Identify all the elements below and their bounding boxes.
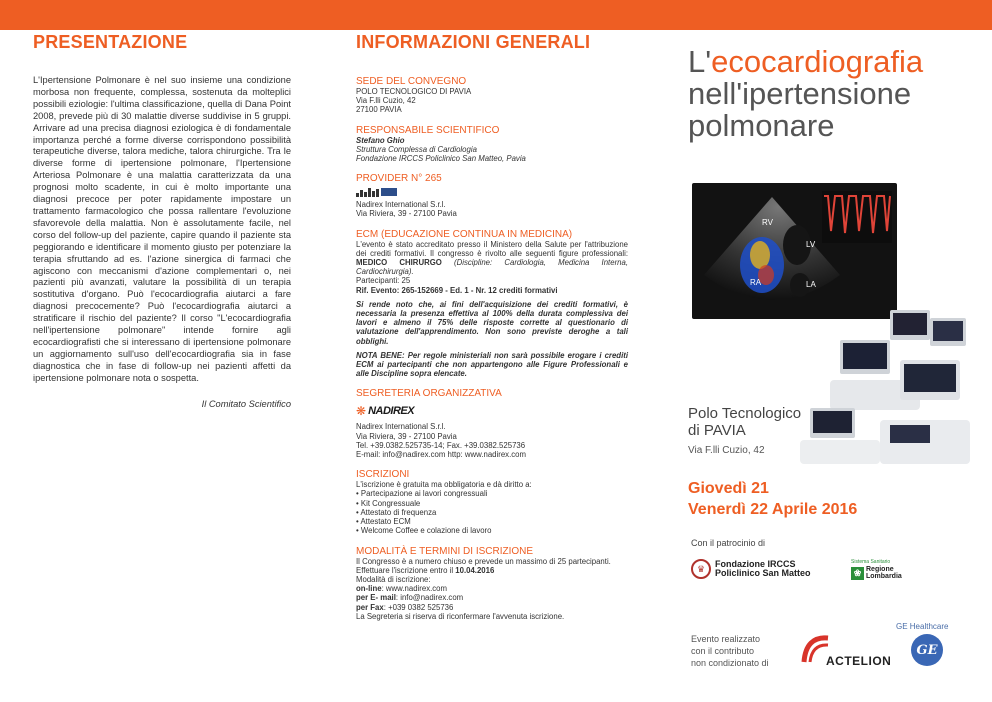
segreteria-title: SEGRETERIA ORGANIZZATIVA: [356, 388, 502, 400]
ecm-rif: Rif. Evento: 265-152669 - Ed. 1 - Nr. 12 crediti formativi: [356, 285, 558, 295]
skyline-icon: [356, 187, 379, 197]
iscrizioni-item: • Kit Congressuale: [356, 498, 421, 508]
segreteria-line: E-mail: info@nadirex.com http: www.nadirex.com: [356, 450, 526, 460]
segreteria-line: Tel. +39.0382.525735-14; Fax. +39.0382.525736: [356, 440, 526, 450]
regione-label: Sistema Sanitario: [851, 559, 891, 565]
responsabile-line: Fondazione IRCCS Policlinico San Matteo, Pavia: [356, 154, 526, 164]
cover-column: [688, 30, 978, 142]
iscrizioni-item: • Attestato di frequenza: [356, 507, 437, 517]
ge-healthcare-label: GE Healthcare: [896, 622, 949, 631]
responsabile-name: Stefano Ghio: [356, 135, 405, 145]
iscrizioni-item: • Attestato ECM: [356, 517, 411, 527]
responsabile-section: [356, 125, 628, 164]
provider-title: PROVIDER N° 265: [356, 173, 442, 185]
modalita-deadline: 10.04.2016: [455, 565, 495, 575]
label-lv: LV: [806, 240, 816, 249]
info-heading: INFORMAZIONI GENERALI: [356, 32, 591, 52]
email-label: per E- mail: [356, 593, 396, 603]
sede-line: POLO TECNOLOGICO DI PAVIA: [356, 87, 472, 96]
responsabile-title: RESPONSABILE SCIENTIFICO: [356, 124, 500, 136]
iscrizioni-section: [356, 469, 628, 535]
fondazione-line2: Policlinico San Matteo: [715, 568, 811, 578]
segreteria-section: [356, 388, 628, 459]
doppler-waveform-icon: [822, 191, 892, 243]
modalita-title: MODALITÀ E TERMINI DI ISCRIZIONE: [356, 545, 534, 557]
segreteria-line: Via Riviera, 39 - 27100 Pavia: [356, 431, 457, 441]
title-line3: polmonare: [688, 108, 835, 143]
online-link[interactable]: : www.nadirex.com: [381, 584, 447, 594]
info-column: [356, 30, 628, 621]
ecm-profession: MEDICO CHIRURGO: [356, 258, 442, 268]
ultrasound-cone-icon: [702, 195, 842, 315]
nadirex-badge: [381, 188, 397, 196]
fondazione-logo: [691, 559, 811, 579]
presentation-column: [33, 30, 291, 409]
email-link[interactable]: : info@nadirex.com: [395, 593, 464, 603]
ecm-title: ECM (EDUCAZIONE CONTINUA IN MEDICINA): [356, 228, 573, 240]
iscrizioni-item: • Partecipazione ai lavori congressuali: [356, 489, 488, 499]
modalita-last: La Segreteria si riserva di riconfermare l'avvenuta iscrizione.: [356, 611, 565, 621]
modalita-section: [356, 546, 628, 621]
venue-block: [688, 405, 808, 456]
ecm-disciplines: (Discipline: Cardiologia, Medicina Interna, Cardiochirurgia).: [356, 258, 628, 277]
evento-text: [691, 633, 769, 669]
presentation-body: L'Ipertensione Polmonare è nel suo insieme una condizione morbosa non frequente, complessa, sostenuta da molteplici possibili eziologie: l'ultima classificazione, quella di Dana Point 2008, prevede più di 30 malattie diverse suddivise in 5 gruppi. Arrivare ad una precisa diagnosi eziologica è di fondamentale importanza perché a forme diverse corrispondono possibilità terapeutiche diverse, talora mediche, talora chirurgiche. Tra le diverse forme di ipertensione polmonare, l'Ipertensione Arteriosa Polmonare è una malattia caratterizzata da una prognosi molto scadente, in cui è molto importante una diagnosi precoce per poter rapidamente impostare un trattamento farmacologico che possa rallentare l'evoluzione sfavorevole della malattia. Non è assolutamente facile, nel corso del follow-up del paziente, capire quando il paziente sta peggiorando e identificare il momento giusto per potenziare la terapia sfruttando ad es. l'azione sinergica di farmaci che agiscono con meccanismi d'azione complementari o, nei pazienti più avanzati, valutare la possibilità di un terapia sostitutiva d'organo. Può l'ecocardiografia aiutarci a fare diagnosi precocemente? Può l'ecocardiografia aiutarci a stratificare il rischio del paziente? Il corso "L'ecocardiografia nell'ipertensione polmonare" intende fornire agli ecocardiografisti che si interessano di ipertensione polmonare un aggiornamento sull'uso dell'ecocardiografia sia in fase diagnostica che in fase di follow-up nei pazienti affetti da ipertensione polmonare nota o sospetta.: [33, 75, 291, 383]
evento-line: Evento realizzato: [691, 634, 761, 644]
regione-line2: Lombardia: [866, 573, 902, 580]
label-la: LA: [806, 280, 816, 289]
modalita-text: Il Congresso è a numero chiuso e prevede un massimo di 25 partecipanti. Effettuare l'iscrizione entro il: [356, 556, 611, 575]
actelion-logo-text: ACTELION: [826, 654, 892, 668]
label-ra: RA: [750, 278, 762, 287]
iscrizioni-title: ISCRIZIONI: [356, 469, 410, 481]
ecm-partecipanti: Partecipanti: 25: [356, 276, 411, 286]
sede-section: [356, 76, 628, 115]
signature: Il Comitato Scientifico: [201, 398, 291, 409]
sede-line: Via F.lli Cuzio, 42: [356, 96, 416, 106]
provider-line: Nadirex International S.r.l.: [356, 200, 446, 210]
sede-title: SEDE DEL CONVEGNO: [356, 76, 467, 87]
venue-address: Via F.lli Cuzio, 42: [688, 445, 765, 456]
fondazione-line1: Fondazione IRCCS: [715, 559, 796, 569]
ecm-section: [356, 229, 628, 379]
patrocinio-label: Con il patrocinio di: [691, 538, 766, 548]
ecm-text: L'evento è stato accreditato presso il Ministero della Salute per l'attribuzione dei crediti formativi. Il congresso è rivolto alle seguenti figure professionali:: [356, 239, 628, 258]
fax-number: : +039 0382 525736: [383, 602, 454, 612]
regione-line1: Regione: [866, 566, 894, 573]
title-line2: nell'ipertensione: [688, 76, 912, 111]
segreteria-line: Nadirex International S.r.l.: [356, 422, 446, 432]
date-day2: Venerdì 22 Aprile 2016: [688, 501, 858, 518]
venue-city: di PAVIA: [688, 422, 746, 439]
nadirex-logo-text: NADIREX: [368, 405, 415, 418]
provider-section: [356, 173, 628, 218]
nadirex-swirl-icon: ❋: [356, 404, 367, 419]
date-day1: Giovedì 21: [688, 480, 769, 497]
event-title: [688, 46, 978, 142]
lombardia-rose-icon: ❀: [851, 567, 864, 580]
ecm-notabene: NOTA BENE: Per regole ministeriali non sarà possibile erogare i crediti ECM ai partecipanti che non appartengono alle Figure Professionali e alle Discipline sopra elencate.: [356, 350, 628, 379]
ecm-notice: Si rende noto che, ai fini dell'acquisizione dei crediti formativi, è necessaria la presenza effettiva al 100% della durata complessiva dei lavori e almeno il 75% delle risposte corrette al questionario di valutazione dell'apprendimento. Non sono previste deroghe a tali obblighi.: [356, 299, 628, 346]
sede-line: 27100 PAVIA: [356, 105, 402, 115]
fondazione-seal-icon: ♛: [691, 559, 711, 579]
evento-line: non condizionato di: [691, 658, 769, 668]
fax-label: per Fax: [356, 602, 384, 612]
title-prefix: L': [688, 44, 712, 79]
title-accent: ecocardiografia: [711, 44, 924, 79]
echocardiogram-image: [692, 183, 897, 319]
presentation-heading: PRESENTAZIONE: [33, 32, 188, 52]
nadirex-logo: [356, 403, 628, 419]
iscrizioni-intro: L'iscrizione è gratuita ma obbligatoria e dà diritto a:: [356, 480, 532, 490]
modalita-label: Modalità di iscrizione:: [356, 574, 431, 584]
ge-logo: GE: [911, 634, 943, 666]
regione-lombardia-logo: [851, 559, 902, 580]
evento-line: con il contributo: [691, 646, 755, 656]
iscrizioni-item: • Welcome Coffee e colazione di lavoro: [356, 526, 492, 536]
event-dates: [688, 478, 857, 520]
responsabile-line: Struttura Complessa di Cardiologia: [356, 144, 477, 154]
online-label: on-line: [356, 584, 382, 594]
provider-line: Via Riviera, 39 - 27100 Pavia: [356, 209, 457, 219]
label-rv: RV: [762, 218, 773, 227]
top-banner: [0, 0, 992, 30]
nadirex-logo-small: [356, 186, 628, 198]
venue-name: Polo Tecnologico: [688, 405, 802, 422]
